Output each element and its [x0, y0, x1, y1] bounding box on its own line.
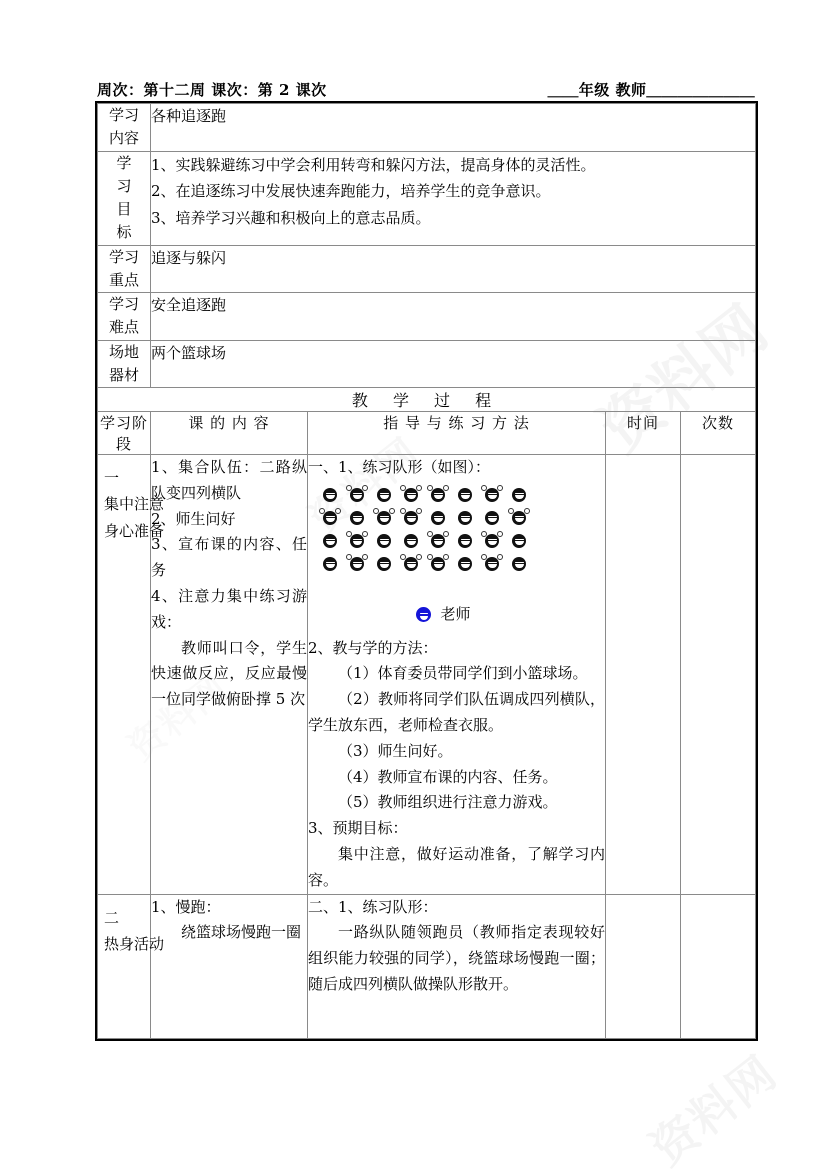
- stage-line: 热身活动: [104, 934, 165, 953]
- value-focus: 追逐与躲闪: [151, 245, 756, 293]
- content-paragraph: 4、注意力集中练习游戏：: [151, 586, 307, 631]
- label-line: 重点: [108, 270, 139, 289]
- stage-line: 一: [104, 469, 120, 487]
- content-cell-2: [151, 894, 308, 1038]
- stage-cell-1: [98, 455, 165, 895]
- value-objectives: [151, 151, 756, 245]
- column-header-time: 时间: [606, 412, 681, 455]
- stage-line: 集中注意: [104, 495, 165, 514]
- label-difficulty: [98, 293, 151, 341]
- table-row-process-title: [98, 388, 756, 412]
- student-icon: [511, 533, 527, 549]
- document-header: [97, 74, 755, 100]
- student-icon: [376, 510, 392, 526]
- content-paragraph: 3、宣布课的内容、任务: [151, 535, 307, 580]
- column-header-method: 指 导 与 练 习 方 法: [308, 412, 606, 455]
- label-line: 目: [116, 200, 132, 218]
- label-focus: [98, 245, 151, 293]
- method-paragraph: （4）教师宣布课的内容、任务。: [338, 767, 558, 786]
- column-header-stage: 学习阶段: [98, 412, 151, 455]
- method-heading: 二、1、练习队形：: [308, 897, 438, 916]
- student-icon: [457, 510, 473, 526]
- student-icon: [403, 510, 419, 526]
- teacher-marker: [322, 602, 605, 628]
- student-icon: [430, 510, 446, 526]
- content-paragraph: 教师叫口令，学生快速做反应，反应最慢一位同学做俯卧撑 5 次: [151, 638, 307, 709]
- student-icon: [403, 556, 419, 572]
- table-header-row: [98, 412, 756, 455]
- label-line: 标: [116, 223, 132, 242]
- label-line: 场地: [108, 342, 139, 361]
- student-icon: [376, 556, 392, 572]
- label-line: 习: [116, 176, 132, 195]
- method-paragraph: 2、教与学的方法：: [308, 638, 438, 657]
- content-paragraph: 1、集合队伍：二路纵队变四列横队: [151, 458, 307, 502]
- student-icon: [457, 533, 473, 549]
- student-icon: [457, 556, 473, 572]
- label-line: 难点: [108, 318, 139, 337]
- student-icon: [349, 510, 365, 526]
- student-icon: [484, 556, 500, 572]
- objective-item: 2、在追逐练习中发展快速奔跑能力，培养学生的竞争意识。: [151, 182, 551, 201]
- teacher-label: 老师: [440, 604, 471, 623]
- student-icon: [322, 556, 338, 572]
- label-line: 学习: [108, 247, 139, 266]
- label-line: 学习: [108, 106, 139, 124]
- student-icon: [349, 533, 365, 549]
- student-icon: [457, 487, 473, 503]
- student-row: [322, 533, 605, 549]
- header-grade-teacher: ＿＿年级 教师＿＿＿＿＿＿＿: [547, 81, 755, 99]
- method-heading: 一、1、练习队形（如图）：: [308, 458, 491, 476]
- table-row-venue: [98, 340, 756, 388]
- content-text-2: [151, 895, 307, 947]
- method-paragraph: （2）教师将同学们队伍调成四列横队，学生放东西，老师检查衣服。: [308, 690, 605, 734]
- student-icon: [376, 533, 392, 549]
- student-icon: [430, 533, 446, 549]
- student-icon: [376, 487, 392, 503]
- stage-cell-2: [98, 894, 165, 1038]
- objective-item: 3、培养学习兴趣和积极向上的意志品质。: [151, 208, 431, 227]
- table-row-learning-content: [98, 104, 756, 152]
- count-cell-2: [681, 894, 756, 1038]
- student-icon: [403, 533, 419, 549]
- method-paragraph: 3、预期目标：: [308, 819, 408, 838]
- value-difficulty: 安全追逐跑: [151, 293, 756, 341]
- label-objectives: [98, 151, 151, 245]
- table-row-difficulty: [98, 293, 756, 341]
- student-icon: [484, 510, 500, 526]
- student-icon: [511, 487, 527, 503]
- method-paragraph: （1）体育委员带同学们到小篮球场。: [338, 664, 588, 683]
- objective-item: 1、实践躲避练习中学会利用转弯和躲闪方法，提高身体的灵活性。: [151, 155, 596, 174]
- column-header-count: 次数: [681, 412, 756, 455]
- method-cell-1: [308, 455, 606, 895]
- student-icon: [322, 487, 338, 503]
- method-paragraph: 集中注意，做好运动准备，了解学习内容。: [308, 844, 605, 889]
- label-line: 内容: [108, 129, 139, 148]
- label-learning-content: [98, 104, 151, 152]
- stage-line: 二: [104, 908, 120, 927]
- stage-line: 身心准备: [104, 521, 165, 540]
- process-title: 教 学 过 程: [98, 388, 756, 412]
- label-line: 器材: [108, 365, 139, 384]
- teacher-icon: [416, 607, 431, 622]
- student-row: [322, 487, 605, 503]
- count-cell-1: [681, 455, 756, 895]
- student-icon: [430, 556, 446, 572]
- content-text-1: [151, 455, 307, 713]
- table-row-section: [98, 894, 756, 1038]
- content-paragraph: 1、慢跑：: [151, 897, 221, 916]
- method-paragraph: （3）师生问好。: [338, 741, 453, 760]
- label-venue: [98, 340, 151, 388]
- method-cell-2: [308, 894, 606, 1038]
- student-grid: [322, 487, 605, 572]
- student-icon: [430, 487, 446, 503]
- student-icon: [511, 510, 527, 526]
- time-cell-2: [606, 894, 681, 1038]
- value-venue: 两个篮球场: [151, 340, 756, 388]
- student-icon: [322, 510, 338, 526]
- student-icon: [511, 556, 527, 572]
- student-icon: [322, 533, 338, 549]
- lesson-plan-table: [97, 103, 756, 1039]
- label-line: 学: [116, 153, 132, 172]
- student-icon: [349, 487, 365, 503]
- student-row: [322, 510, 605, 526]
- student-icon: [484, 487, 500, 503]
- column-header-content: 课 的 内 容: [151, 412, 308, 455]
- student-icon: [484, 533, 500, 549]
- method-paragraph: 一路纵队随领跑员（教师指定表现较好组织能力较强的同学），绕篮球场慢跑一圈；随后成四列横队做操队形散开。: [308, 923, 605, 993]
- value-learning-content: 各种追逐跑: [151, 104, 756, 152]
- student-row: [322, 556, 605, 572]
- label-line: 学习: [108, 295, 139, 313]
- content-paragraph: 绕篮球场慢跑一圈: [181, 923, 302, 942]
- table-row-section: [98, 455, 756, 895]
- student-icon: [349, 556, 365, 572]
- student-icon: [403, 487, 419, 503]
- method-text-2: [308, 895, 605, 998]
- method-paragraph: （5）教师组织进行注意力游戏。: [338, 793, 558, 812]
- method-text-1: [308, 455, 605, 894]
- formation-diagram: [308, 487, 605, 628]
- time-cell-1: [606, 455, 681, 895]
- header-week-lesson: 周次：第十二周 课次：第 2 课次: [97, 81, 327, 99]
- content-paragraph: 2、师生问好: [151, 509, 236, 528]
- content-cell-1: [151, 455, 308, 895]
- table-row-objectives: [98, 151, 756, 245]
- table-row-focus: [98, 245, 756, 293]
